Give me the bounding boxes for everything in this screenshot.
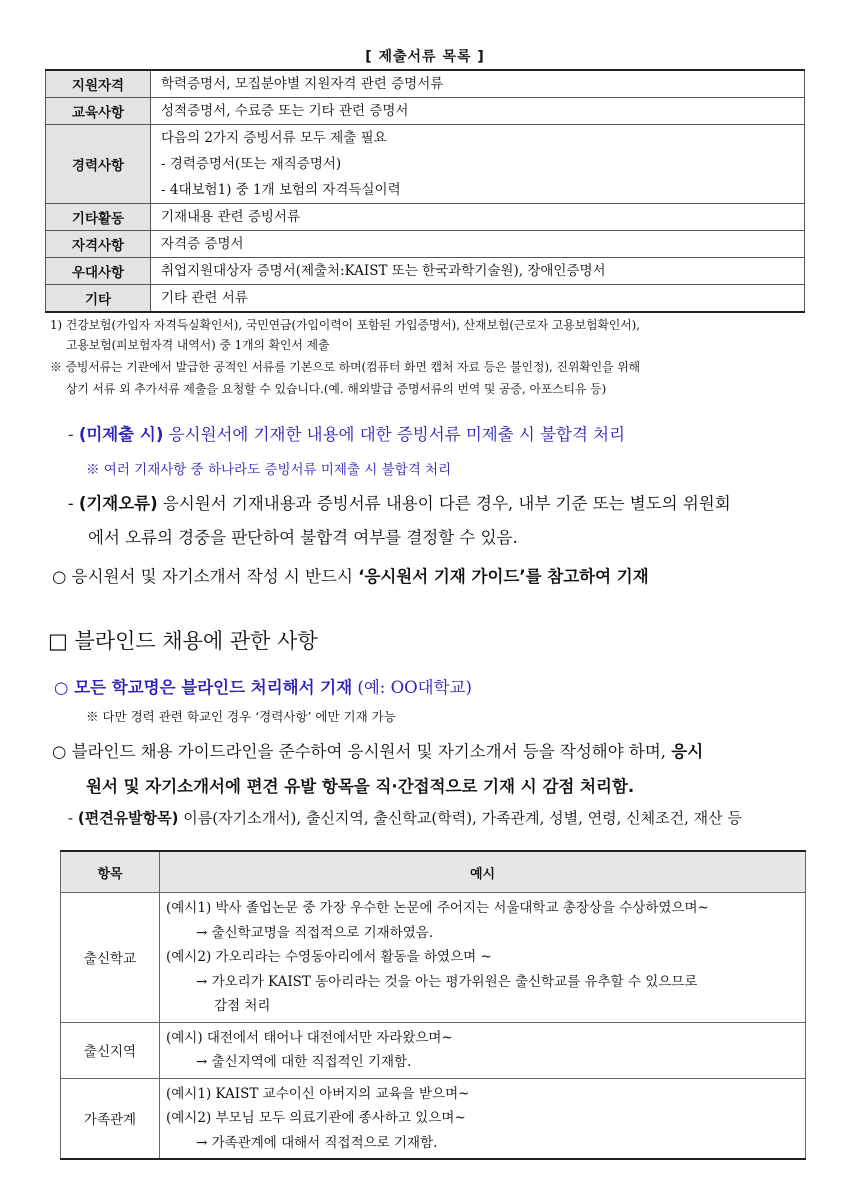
row-key: 가족관계 [61,1078,160,1159]
table-row [61,1022,806,1078]
non-submission-note: ※ 여러 기재사항 중 하나라도 증빙서류 미제출 시 불합격 처리 [86,462,452,478]
table-row [46,70,805,98]
table-row [46,98,805,125]
table-row [61,893,806,1023]
entry-error-label: (기재오류) [78,494,158,513]
row-value: 기재내용 관련 증빙서류 [161,209,300,225]
table-header-row [61,851,806,893]
example-line: → 가오리가 KAIST 동아리라는 것을 아는 평가위원은 출신학교를 유추할 수 있으므로 [196,973,698,990]
document-list-title: [ 제출서류 목록 ] [365,49,485,65]
table-row [46,258,805,285]
blind-guide-cont: 원서 및 자기소개서에 편견 유발 항목을 직·간접적으로 기재 시 감점 처리함. [86,777,635,796]
example-line: → 출신학교명을 직접적으로 기재하였음. [196,924,434,941]
non-submission-line: - (미제출 시) 응시원서에 기재한 내용에 대한 증빙서류 미제출 시 불합격 처리 [68,425,626,444]
row-key: 교육사항 [46,98,151,125]
entry-error-line: - (기재오류) 응시원서 기재내용과 증빙서류 내용이 다른 경우, 내부 기준 또는 별도의 위원회 [68,494,731,513]
footnote-1: 1) 건강보험(가입자 자격득실확인서), 국민연금(가입이력이 포함된 가입증명서), 산재보험(근로자 고용보험확인서), [50,318,641,332]
row-value: - 4대보험1) 중 1개 보험의 자격득실이력 [161,182,401,198]
table-row [46,125,805,204]
example-line: → 가족관계에 대해서 직접적으로 기재함. [196,1134,438,1151]
non-submission-label: (미제출 시) [78,425,164,444]
example-line: (예시2) 부모님 모두 의료기관에 종사하고 있으며~ [166,1110,466,1126]
row-key: 출신학교 [61,893,160,1023]
row-value: 학력증명서, 모집분야별 지원자격 관련 증명서류 [161,76,444,92]
table-row [46,231,805,258]
table-row [61,1078,806,1159]
section-heading: □ 블라인드 채용에 관한 사항 [48,629,318,653]
footnote-note-cont: 상기 서류 외 추가서류 제출을 요청할 수 있습니다.(예. 해외발급 증명서류의 번역 및 공증, 아포스티유 등) [66,382,607,396]
guide-line: ○ 응시원서 및 자기소개서 작성 시 반드시 ‘응시원서 기재 가이드’를 참고하여 기재 [52,567,649,586]
examples-table [60,850,806,1160]
row-key: 지원자격 [46,70,151,98]
example-line: (예시) 대전에서 태어나 대전에서만 자라왔으며~ [166,1029,453,1046]
row-key: 출신지역 [61,1022,160,1078]
row-key: 기타 [46,285,151,313]
row-key: 경력사항 [46,125,151,204]
blind-guide-line: ○ 블라인드 채용 가이드라인을 준수하여 응시원서 및 자기소개서 등을 작성해야 하며, 응시 [52,742,704,761]
column-header: 예시 [160,851,806,893]
row-key: 자격사항 [46,231,151,258]
blind-school-note: ※ 다만 경력 관련 학교인 경우 ‘경력사항’ 에만 기재 가능 [86,709,396,724]
entry-error-cont: 에서 오류의 경중을 판단하여 불합격 여부를 결정할 수 있음. [88,528,518,547]
footnote-1-cont: 고용보험(피보험자격 내역서) 중 1개의 확인서 제출 [66,338,330,352]
example-line: → 출신지역에 대한 직접적인 기재함. [196,1054,412,1070]
example-line: 감점 처리 [214,998,271,1014]
row-value: - 경력증명서(또는 재직증명서) [161,156,342,172]
column-header: 항목 [61,851,160,893]
row-value: 자격증 증명서 [161,236,244,252]
table-row [46,204,805,231]
footnote-note: ※ 증빙서류는 기관에서 발급한 공적인 서류를 기본으로 하며(컴퓨터 화면 캡처 자료 등은 불인정), 진위확인을 위해 [50,360,641,374]
row-value: 취업지원대상자 증명서(제출처:KAIST 또는 한국과학기술원), 장애인증명서 [161,263,606,279]
blind-school-line: ○ 모든 학교명은 블라인드 처리해서 기재 (예: OO대학교) [54,678,472,697]
example-line: (예시2) 가오리라는 수영동아리에서 활동을 하였으며 ~ [166,949,492,965]
table-row [46,285,805,313]
row-value: 성적증명서, 수료증 또는 기타 관련 증명서 [161,103,409,119]
example-line: (예시1) 박사 졸업논문 중 가장 우수한 논문에 주어지는 서울대학교 총장상을 수상하였으며~ [166,900,709,916]
bias-items-line: - (편견유발항목) 이름(자기소개서), 출신지역, 출신학교(학력), 가족관계, 성별, 연령, 신체조건, 재산 등 [68,809,742,827]
row-key: 우대사항 [46,258,151,285]
example-line: (예시1) KAIST 교수이신 아버지의 교육을 받으며~ [166,1085,470,1102]
row-key: 기타활동 [46,204,151,231]
documents-table [45,69,805,313]
row-value: 다음의 2가지 증빙서류 모두 제출 필요 [161,130,387,146]
row-value: 기타 관련 서류 [161,290,248,306]
